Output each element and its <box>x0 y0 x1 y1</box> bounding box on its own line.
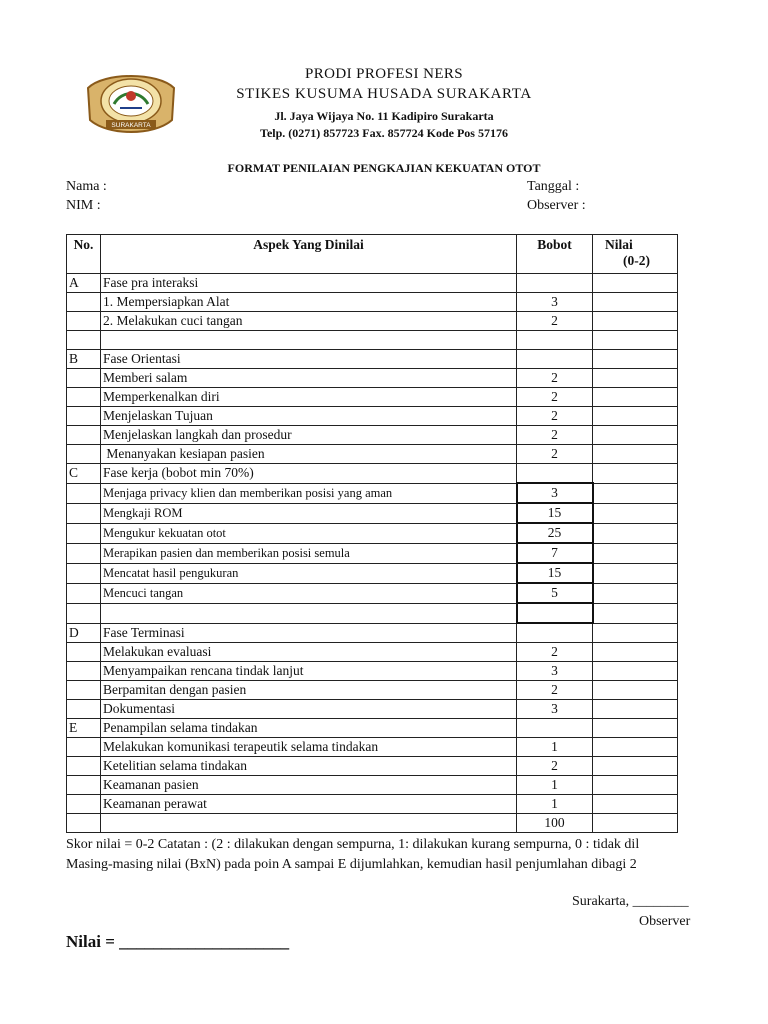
row-nilai[interactable] <box>593 274 678 293</box>
row-bobot <box>517 350 593 369</box>
row-aspek: Fase pra interaksi <box>101 274 517 293</box>
row-no <box>67 603 101 623</box>
row-aspek: Keamanan perawat <box>101 795 517 814</box>
row-bobot <box>517 603 593 623</box>
header-nilai-label: Nilai <box>605 237 633 252</box>
table-row <box>67 369 678 388</box>
row-no: B <box>67 350 101 369</box>
row-bobot: 100 <box>517 814 593 833</box>
table-row <box>67 483 678 503</box>
row-bobot: 1 <box>517 795 593 814</box>
row-no <box>67 293 101 312</box>
institution-address: Jl. Jaya Wijaya No. 11 Kadipiro Surakarta <box>274 109 494 123</box>
row-aspek: Mencatat hasil pengukuran <box>101 563 517 583</box>
row-nilai[interactable] <box>593 426 678 445</box>
final-score-line: Nilai = ____________________ <box>66 932 290 951</box>
row-bobot: 7 <box>517 543 593 563</box>
observer-label: Observer : <box>527 198 586 213</box>
row-nilai[interactable] <box>593 795 678 814</box>
row-bobot <box>517 331 593 350</box>
table-row <box>67 757 678 776</box>
form-title: FORMAT PENILAIAN PENGKAJIAN KEKUATAN OTOT <box>227 161 541 175</box>
table-row <box>67 503 678 523</box>
row-no <box>67 757 101 776</box>
row-aspek: Melakukan evaluasi <box>101 643 517 662</box>
row-nilai[interactable] <box>593 681 678 700</box>
table-row <box>67 603 678 623</box>
table-header-row <box>67 235 678 274</box>
table-row <box>67 738 678 757</box>
table-row <box>67 312 678 331</box>
table-row <box>67 719 678 738</box>
row-aspek: 2. Melakukan cuci tangan <box>101 312 517 331</box>
date-label: Tanggal : <box>527 179 580 194</box>
row-aspek: Menyampaikan rencana tindak lanjut <box>101 662 517 681</box>
row-no <box>67 312 101 331</box>
table-row <box>67 643 678 662</box>
row-nilai[interactable] <box>593 700 678 719</box>
row-nilai[interactable] <box>593 464 678 484</box>
signature-place: Surakarta, ________ <box>572 894 689 909</box>
row-bobot: 15 <box>517 563 593 583</box>
table-row <box>67 274 678 293</box>
row-bobot: 2 <box>517 681 593 700</box>
row-nilai[interactable] <box>593 523 678 543</box>
row-bobot: 2 <box>517 643 593 662</box>
table-row <box>67 445 678 464</box>
row-bobot: 3 <box>517 293 593 312</box>
row-nilai[interactable] <box>593 543 678 563</box>
row-aspek: Menjaga privacy klien dan memberikan posisi yang aman <box>101 483 517 503</box>
row-bobot: 5 <box>517 583 593 603</box>
row-bobot: 2 <box>517 445 593 464</box>
row-bobot: 3 <box>517 662 593 681</box>
row-no: D <box>67 623 101 643</box>
row-aspek: Berpamitan dengan pasien <box>101 681 517 700</box>
row-nilai[interactable] <box>593 312 678 331</box>
row-aspek: Fase Orientasi <box>101 350 517 369</box>
row-bobot: 2 <box>517 312 593 331</box>
row-bobot: 3 <box>517 483 593 503</box>
row-aspek: Fase Terminasi <box>101 623 517 643</box>
assessment-table <box>66 234 678 833</box>
row-nilai[interactable] <box>593 350 678 369</box>
row-no <box>67 483 101 503</box>
score-note: Skor nilai = 0-2 Catatan : (2 : dilakukan dengan sempurna, 1: dilakukan kurang sempurna, 0 : tidak dil <box>66 837 640 852</box>
table-row <box>67 543 678 563</box>
table-row <box>67 388 678 407</box>
row-nilai[interactable] <box>593 483 678 503</box>
institution-contact: Telp. (0271) 857723 Fax. 857724 Kode Pos 57176 <box>260 126 508 140</box>
row-aspek: Mencuci tangan <box>101 583 517 603</box>
row-aspek: Keamanan pasien <box>101 776 517 795</box>
row-bobot: 2 <box>517 369 593 388</box>
logo-text: SURAKARTA <box>111 122 151 129</box>
row-bobot: 2 <box>517 407 593 426</box>
header-aspek: Aspek Yang Dinilai <box>101 235 517 274</box>
row-nilai[interactable] <box>593 369 678 388</box>
row-aspek: Menjelaskan langkah dan prosedur <box>101 426 517 445</box>
row-nilai[interactable] <box>593 583 678 603</box>
row-no <box>67 776 101 795</box>
row-no <box>67 738 101 757</box>
row-nilai[interactable] <box>593 623 678 643</box>
row-bobot: 2 <box>517 757 593 776</box>
row-aspek: Memperkenalkan diri <box>101 388 517 407</box>
row-aspek: Menjelaskan Tujuan <box>101 407 517 426</box>
row-nilai[interactable] <box>593 757 678 776</box>
row-no <box>67 523 101 543</box>
row-no <box>67 388 101 407</box>
table-row <box>67 700 678 719</box>
row-nilai[interactable] <box>593 293 678 312</box>
row-aspek: Memberi salam <box>101 369 517 388</box>
row-bobot: 1 <box>517 738 593 757</box>
row-no <box>67 681 101 700</box>
row-no <box>67 445 101 464</box>
institution-name: STIKES KUSUMA HUSADA SURAKARTA <box>236 86 532 102</box>
row-aspek: Mengkaji ROM <box>101 503 517 523</box>
row-bobot <box>517 274 593 293</box>
row-nilai[interactable] <box>593 814 678 833</box>
row-aspek: Penampilan selama tindakan <box>101 719 517 738</box>
row-aspek: Merapikan pasien dan memberikan posisi semula <box>101 543 517 563</box>
signature-role: Observer <box>639 914 691 929</box>
row-aspek: Mengukur kekuatan otot <box>101 523 517 543</box>
row-nilai[interactable] <box>593 643 678 662</box>
row-aspek <box>101 814 517 833</box>
row-aspek <box>101 331 517 350</box>
row-no: E <box>67 719 101 738</box>
row-no <box>67 583 101 603</box>
row-nilai[interactable] <box>593 388 678 407</box>
table-row <box>67 407 678 426</box>
table-row <box>67 293 678 312</box>
header-nilai-range: (0-2) <box>623 253 650 268</box>
table-row <box>67 350 678 369</box>
row-nilai[interactable] <box>593 407 678 426</box>
row-bobot: 3 <box>517 700 593 719</box>
row-bobot <box>517 464 593 484</box>
row-no <box>67 700 101 719</box>
row-bobot <box>517 719 593 738</box>
sum-note: Masing-masing nilai (BxN) pada poin A sampai E dijumlahkan, kemudian hasil penjumlahan dibagi 2 <box>66 857 637 872</box>
row-aspek: Fase kerja (bobot min 70%) <box>101 464 517 484</box>
row-no <box>67 503 101 523</box>
row-no <box>67 662 101 681</box>
row-no <box>67 369 101 388</box>
row-aspek: Melakukan komunikasi terapeutik selama tindakan <box>101 738 517 757</box>
row-nilai[interactable] <box>593 738 678 757</box>
row-no <box>67 795 101 814</box>
header-no: No. <box>67 235 101 274</box>
table-row <box>67 426 678 445</box>
row-nilai[interactable] <box>593 603 678 623</box>
row-aspek: 1. Mempersiapkan Alat <box>101 293 517 312</box>
row-bobot: 2 <box>517 426 593 445</box>
table-row <box>67 662 678 681</box>
row-nilai[interactable] <box>593 662 678 681</box>
row-aspek <box>101 603 517 623</box>
row-bobot <box>517 623 593 643</box>
row-aspek: Dokumentasi <box>101 700 517 719</box>
table-row <box>67 583 678 603</box>
table-row <box>67 814 678 833</box>
row-no <box>67 543 101 563</box>
table-row <box>67 523 678 543</box>
table-row <box>67 563 678 583</box>
row-no <box>67 331 101 350</box>
table-row <box>67 331 678 350</box>
row-bobot: 2 <box>517 388 593 407</box>
row-nilai[interactable] <box>593 719 678 738</box>
row-aspek: Menanyakan kesiapan pasien <box>101 445 517 464</box>
row-nilai[interactable] <box>593 331 678 350</box>
row-bobot: 25 <box>517 523 593 543</box>
program-name: PRODI PROFESI NERS <box>304 66 464 82</box>
nim-label: NIM : <box>66 198 101 213</box>
row-nilai[interactable] <box>593 563 678 583</box>
table-row <box>67 795 678 814</box>
row-no: C <box>67 464 101 484</box>
table-row <box>67 623 678 643</box>
row-bobot: 1 <box>517 776 593 795</box>
row-bobot: 15 <box>517 503 593 523</box>
table-row <box>67 681 678 700</box>
name-label: Nama : <box>66 179 107 194</box>
row-no <box>67 643 101 662</box>
header-bobot: Bobot <box>517 235 593 274</box>
row-nilai[interactable] <box>593 503 678 523</box>
table-row <box>67 776 678 795</box>
table-row <box>67 464 678 484</box>
row-aspek: Ketelitian selama tindakan <box>101 757 517 776</box>
header-nilai <box>593 235 678 274</box>
row-no <box>67 426 101 445</box>
row-no: A <box>67 274 101 293</box>
row-no <box>67 814 101 833</box>
row-no <box>67 563 101 583</box>
row-no <box>67 407 101 426</box>
row-nilai[interactable] <box>593 445 678 464</box>
row-nilai[interactable] <box>593 776 678 795</box>
